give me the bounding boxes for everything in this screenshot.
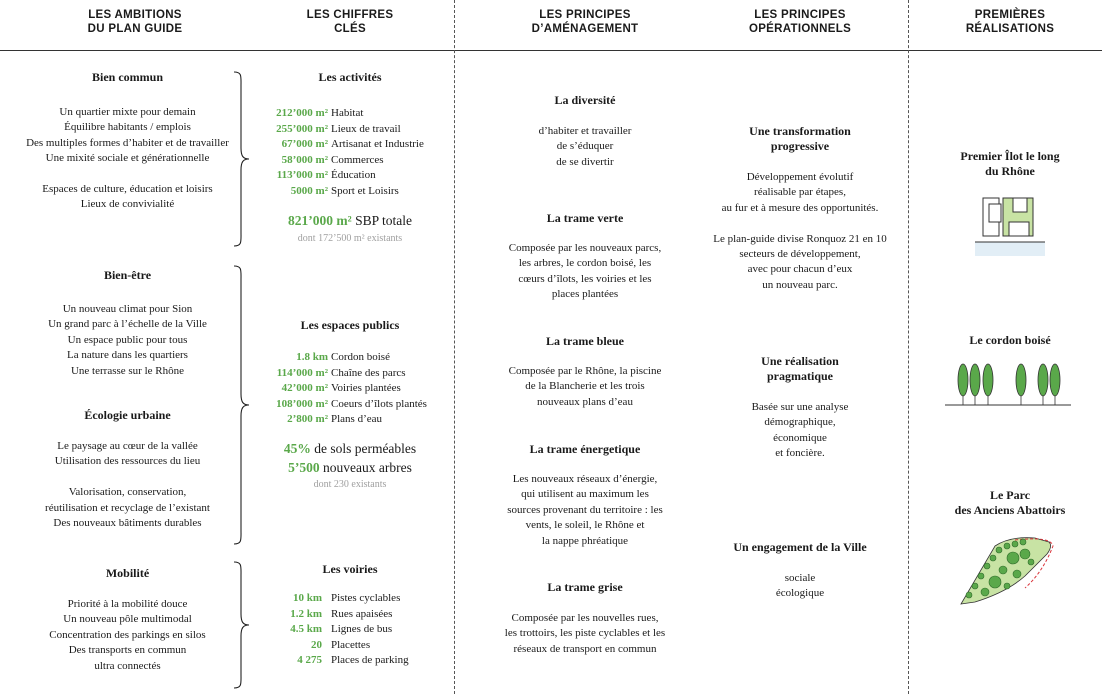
realisation-title-line: Le cordon boisé [969,333,1051,347]
stat-value: 114’000 m² [276,366,328,379]
realisation-title [930,488,1090,518]
total-value: 821’000 m² [288,213,352,228]
ambition-line: Valorisation, conservation, [68,486,187,499]
operationnel-lines [695,400,905,462]
principe-title: La trame énergetique [529,442,641,456]
operationnel-title [695,540,905,555]
stat-value: 108’000 m² [276,397,328,410]
operationnel-line: Basée sur une analyse [751,401,849,413]
activites-total-note: dont 172’500 m² existants [297,233,403,244]
header-ambitions-line2: DU PLAN GUIDE [87,23,183,35]
ambition-line: Le paysage au cœur de la vallée [57,440,198,452]
header-amenagement-line1: LES PRINCIPES [539,9,631,21]
stat-value: 20 [311,638,322,651]
stat-label: Sport et Loisirs [331,184,399,197]
ambition-line: Une mixité sociale et générationnelle [45,152,210,165]
stat-label: Placettes [331,638,371,651]
principe-line: Les nouveaux réseaux d’énergie, [512,473,658,485]
principe-lines [485,472,685,549]
operationnel-line: secteurs de développement, [739,248,861,261]
operationnel-line: écologique [775,587,825,600]
ambition-line: Un grand parc à l’échelle de la Ville [48,318,207,331]
principe-line: de se divertir [556,155,614,168]
header-ambitions-line1: LES AMBITIONS [88,9,182,21]
realisation-title [930,149,1090,179]
ambition-line: réutilisation et recyclage de l’existant [45,501,210,514]
ambition-line: Espaces de culture, éducation et loisirs [42,183,213,196]
principe-line: la nappe phréatique [541,534,629,547]
stat-value: 67’000 m² [281,138,328,150]
ambition-line: Concentration des parkings en silos [49,628,206,641]
operationnel-line: économique [773,431,827,444]
stat-value: 4 275 [297,654,322,666]
activites-total [260,213,440,229]
operationnel-line: un nouveau parc. [762,278,838,291]
trees-value: 5’500 [288,460,320,475]
realisation-premier-ilot [930,149,1090,179]
operationnel-title-line: pragmatique [767,369,833,383]
ambition-line: Lieux de convivialité [80,198,175,211]
brace-bien-commun [232,70,252,248]
principe-trame-energetique [485,442,685,549]
principe-title: La diversité [554,93,616,107]
stat-label: Éducation [331,169,376,181]
principe-line: de la Blancherie et les trois [525,380,645,393]
chiffres-activites-title: Les activités [318,70,382,84]
header-ambitions [40,8,230,36]
ambition-line: Des nouveaux bâtiments durables [53,517,202,530]
stat-label: Pistes cyclables [331,592,401,604]
stat-value: 212’000 m² [276,107,328,119]
stat-value: 1.2 km [290,607,322,620]
header-realisations [930,8,1090,36]
stat-value: 10 km [292,592,322,604]
stat-row [250,168,560,183]
principe-lines [485,241,685,303]
ambition-title: Mobilité [105,566,150,580]
perm-value: 45% [283,441,311,456]
stat-label: Voiries plantées [331,382,401,394]
ambition-title: Écologie urbaine [84,408,171,422]
header-realisations-line1: PREMIÈRES [974,9,1046,21]
chiffres-voiries-title: Les voiries [322,562,378,576]
operationnel-title-line: Une transformation [749,124,851,138]
column-divider-1 [454,0,455,694]
stat-value: 1.8 km [296,351,328,363]
header-operationnels-line1: LES PRINCIPES [754,9,846,21]
operationnel-line: réalisable par étapes, [754,186,846,199]
stat-label: Habitat [331,107,364,119]
stat-label: Chaîne des parcs [331,366,406,379]
stat-value: 42’000 m² [281,382,328,394]
principe-diversite [485,93,685,170]
realisation-title-line: des Anciens Abattoirs [954,503,1066,517]
principe-line: d’habiter et travailler [538,125,632,137]
stat-value: 5000 m² [290,184,328,197]
building-plan-icon [975,194,1045,258]
principe-line: nouveaux plans d’eau [537,395,633,408]
principe-line: les arbres, le cordon boisé, les [518,257,652,270]
trees-label: nouveaux arbres [323,460,412,475]
principe-line: places plantées [551,288,619,301]
stat-label: Artisanat et Industrie [331,138,424,150]
ambition-title: Bien commun [91,70,163,84]
ambition-line: Un espace public pour tous [67,333,188,346]
principe-line: de s’éduquer [556,140,614,153]
ambition-line: Priorité à la mobilité douce [67,598,188,610]
header-chiffres-line2: CLÉS [334,23,366,35]
stat-label: Commerces [331,153,384,166]
brace-bien-etre-ecologie [232,264,252,546]
perm-label: de sols perméables [314,441,417,456]
ambition-line: Un nouveau climat pour Sion [62,303,193,315]
ambition-line: ultra connectés [94,659,161,672]
operationnel-line: au fur et à mesure des opportunités. [721,201,879,214]
total-label: SBP totale [355,213,412,228]
header-operationnels [705,8,895,36]
column-divider-2 [908,0,909,694]
operationnel-lines [695,571,905,602]
ambition-line: Équilibre habitants / emplois [64,121,191,134]
ambition-line: La nature dans les quartiers [67,349,188,362]
brace-mobilite [232,560,252,690]
ambition-line: Utilisation des ressources du lieu [54,455,201,468]
operationnel-transformation [695,124,905,293]
principe-title: La trame verte [546,211,624,225]
stat-label: Plans d’eau [331,413,383,425]
stat-label: Places de parking [331,654,409,666]
operationnel-line: avec pour chacun d’eux [747,263,853,276]
principe-line: Composée par les nouveaux parcs, [508,242,662,254]
stat-label: Lieux de travail [331,122,401,135]
realisation-title-line: Le Parc [989,488,1031,502]
principe-lines [485,611,685,657]
principe-line: sources provenant du territoire : les [507,503,663,516]
stat-value: 2’800 m² [287,413,328,425]
header-chiffres [260,8,440,36]
operationnel-title-line: progressive [770,139,830,153]
ambition-line: Un quartier mixte pour demain [59,106,196,118]
espaces-arbres [260,460,440,476]
stat-value: 255’000 m² [276,122,328,135]
principe-trame-bleue [485,334,685,410]
operationnel-title [695,354,905,384]
operationnel-line: démographique, [764,416,836,429]
park-plan-icon [955,532,1059,608]
principe-line: les trottoirs, les piste cyclables et les [504,627,666,640]
operationnel-line: sociale [784,572,816,584]
stat-row [250,184,560,199]
ambition-line: Un nouveau pôle multimodal [63,613,192,626]
chiffres-espaces-title: Les espaces publics [300,318,400,332]
operationnel-lines [695,170,905,293]
header-amenagement [490,8,680,36]
operationnel-title-line: Un engagement de la Ville [733,540,867,554]
stat-label: Coeurs d’îlots plantés [331,397,427,410]
operationnel-engagement [695,540,905,602]
operationnel-title [695,124,905,154]
principe-trame-grise [485,580,685,657]
principe-trame-verte [485,211,685,303]
header-amenagement-line2: D’AMÉNAGEMENT [531,23,639,35]
realisation-title-line: du Rhône [985,164,1035,178]
principe-line: réseaux de transport en commun [513,642,657,655]
header-divider [0,50,1102,51]
spacer [15,167,240,182]
operationnel-line: Développement évolutif [746,171,854,183]
ambition-lines [15,597,240,674]
principe-title: La trame grise [547,580,623,594]
realisation-cordon-boise [930,333,1090,348]
stat-label: Lignes de bus [331,623,393,635]
principe-line: qui utilisent au maximum les [521,488,649,501]
header-chiffres-line1: LES CHIFFRES [306,9,394,21]
header-operationnels-line2: OPÉRATIONNELS [748,23,852,35]
stat-value: 58’000 m² [281,153,328,166]
stat-label: Cordon boisé [331,351,390,363]
ambition-lines [15,105,240,213]
principe-title: La trame bleue [546,334,624,348]
realisation-title-line: Premier Îlot le long [960,149,1060,163]
stat-value: 113’000 m² [276,169,328,181]
ambition-bien-commun [15,70,240,213]
operationnel-realisation [695,354,905,462]
espaces-permeables [260,441,440,457]
stat-label: Rues apaisées [331,607,393,620]
operationnel-line: Le plan-guide divise Ronquoz 21 en 10 [713,232,887,245]
ambition-line: Des transports en commun [68,644,187,657]
ambition-ecologie [15,408,240,531]
principe-lines [485,124,685,170]
principe-line: Composée par le Rhône, la piscine [508,365,662,377]
operationnel-line: et foncière. [775,447,825,460]
ambition-mobilite [15,566,240,674]
ambition-lines [15,439,240,531]
ambition-line: Une terrasse sur le Rhône [70,364,185,377]
header-realisations-line2: RÉALISATIONS [965,23,1055,35]
espaces-arbres-note: dont 230 existants [313,479,387,490]
spacer [15,470,240,485]
principe-line: vents, le soleil, le Rhône et [525,519,645,532]
realisation-title [930,333,1090,348]
ambition-lines [15,302,240,379]
principe-line: Composée par les nouvelles rues, [511,612,659,624]
stat-row [250,412,560,427]
realisation-parc-abattoirs [930,488,1090,518]
ambition-title: Bien-être [103,268,152,282]
principe-lines [485,364,685,410]
ambition-bien-etre [15,268,240,379]
principe-line: cœurs d’îlots, les voiries et les [518,272,652,285]
spacer [695,216,905,231]
ambition-line: Des multiples formes d’habiter et de travailler [26,136,229,149]
stat-value: 4.5 km [290,623,322,635]
operationnel-title-line: Une réalisation [761,354,839,368]
tree-row-icon [945,360,1071,410]
